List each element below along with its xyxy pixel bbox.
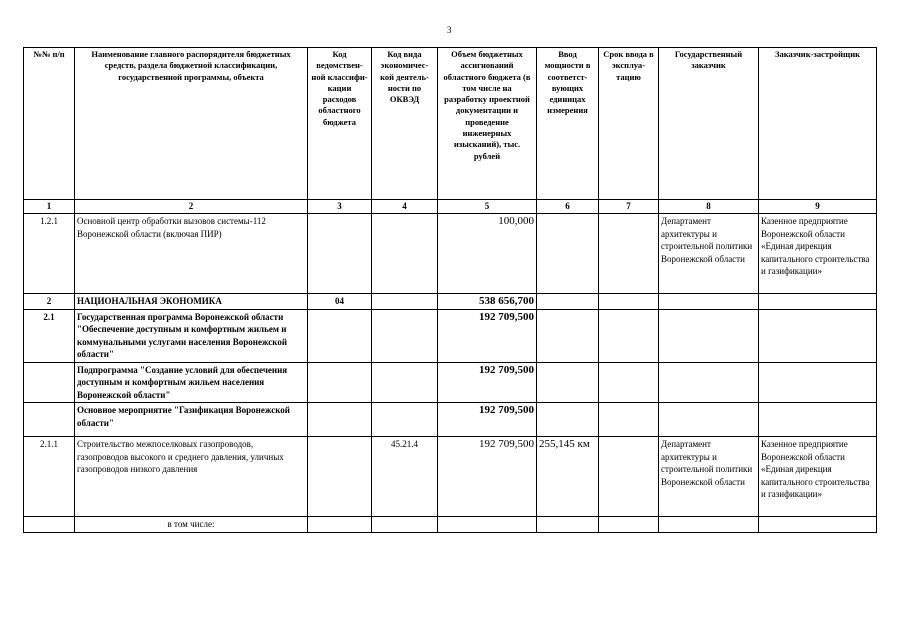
row-num xyxy=(24,362,75,403)
row-customer xyxy=(659,517,759,533)
row-capacity xyxy=(537,309,599,362)
col-number: 8 xyxy=(659,200,759,214)
header-row xyxy=(24,48,877,200)
table-row xyxy=(24,214,877,294)
header-okved: Код вида экономичес-кой деятель-ности по ОКВЭД xyxy=(372,48,438,200)
table-row xyxy=(24,294,877,310)
header-code: Код ведомствен-ной классифи-кации расходов областного бюджета xyxy=(308,48,372,200)
row-capacity xyxy=(537,403,599,437)
row-term xyxy=(599,517,659,533)
row-name: Строительство межпоселковых газопроводов, газопроводов высокого и среднего давления, уличных газопроводов низкого давления xyxy=(75,437,308,517)
row-customer: Департамент архитектуры и строительной политики Воронежской области xyxy=(659,214,759,294)
page-number: 3 xyxy=(447,25,452,35)
header-num: №№ п/п xyxy=(24,48,75,200)
header-term: Срок ввода в эксплуа-тацию xyxy=(599,48,659,200)
row-amount xyxy=(438,517,537,533)
table-row xyxy=(24,309,877,362)
row-term xyxy=(599,437,659,517)
row-amount: 192 709,500 xyxy=(438,309,537,362)
row-customer xyxy=(659,309,759,362)
col-number: 4 xyxy=(372,200,438,214)
row-okved xyxy=(372,403,438,437)
row-developer xyxy=(759,362,877,403)
row-code: 04 xyxy=(308,294,372,310)
row-okved xyxy=(372,517,438,533)
col-number: 6 xyxy=(537,200,599,214)
row-name: Основной центр обработки вызовов системы-112 Воронежской области (включая ПИР) xyxy=(75,214,308,294)
col-number: 5 xyxy=(438,200,537,214)
row-name: НАЦИОНАЛЬНАЯ ЭКОНОМИКА xyxy=(75,294,308,310)
table-row xyxy=(24,517,877,533)
row-okved: 45.21.4 xyxy=(372,437,438,517)
header-amount: Объем бюджетных ассигнований областного бюджета (в том числе на разработку проектной документации и проведение инженерных изысканий), тыс. рублей xyxy=(438,48,537,200)
row-name: в том числе: xyxy=(75,517,308,533)
row-okved xyxy=(372,362,438,403)
header-developer: Заказчик-застройщик xyxy=(759,48,877,200)
row-code xyxy=(308,362,372,403)
row-term xyxy=(599,214,659,294)
row-capacity xyxy=(537,214,599,294)
row-term xyxy=(599,362,659,403)
row-code xyxy=(308,214,372,294)
header-capacity: Ввод мощности в соответст-вующих единицах измерения xyxy=(537,48,599,200)
row-capacity: 255,145 км xyxy=(537,437,599,517)
row-okved xyxy=(372,309,438,362)
budget-table xyxy=(23,47,877,533)
row-customer xyxy=(659,294,759,310)
row-amount: 538 656,700 xyxy=(438,294,537,310)
row-code xyxy=(308,517,372,533)
table-row xyxy=(24,437,877,517)
row-name: Государственная программа Воронежской области "Обеспечение доступным и комфортным жильем и коммунальными услугами населения Воронежской области" xyxy=(75,309,308,362)
col-number: 9 xyxy=(759,200,877,214)
col-number: 3 xyxy=(308,200,372,214)
row-developer xyxy=(759,309,877,362)
row-amount: 192 709,500 xyxy=(438,362,537,403)
row-num: 2 xyxy=(24,294,75,310)
row-okved xyxy=(372,214,438,294)
row-num: 2.1 xyxy=(24,309,75,362)
row-customer: Департамент архитектуры и строительной политики Воронежской области xyxy=(659,437,759,517)
row-customer xyxy=(659,362,759,403)
row-code xyxy=(308,403,372,437)
row-num xyxy=(24,517,75,533)
col-number: 1 xyxy=(24,200,75,214)
column-numbers-row xyxy=(24,200,877,214)
row-capacity xyxy=(537,362,599,403)
row-term xyxy=(599,403,659,437)
row-developer xyxy=(759,403,877,437)
col-number: 7 xyxy=(599,200,659,214)
row-num: 1.2.1 xyxy=(24,214,75,294)
header-name: Наименование главного распорядителя бюджетных средств, раздела бюджетной классификации, государственной программы, объекта xyxy=(75,48,308,200)
row-code xyxy=(308,309,372,362)
header-customer: Государственный заказчик xyxy=(659,48,759,200)
row-name: Подпрограмма "Создание условий для обеспечения доступным и комфортным жильем населения Воронежской области" xyxy=(75,362,308,403)
row-term xyxy=(599,294,659,310)
row-developer xyxy=(759,294,877,310)
row-capacity xyxy=(537,517,599,533)
row-amount: 192 709,500 xyxy=(438,437,537,517)
row-developer: Казенное предприятие Воронежской области «Единая дирекция капитального строительства и газификации» xyxy=(759,437,877,517)
row-name: Основное мероприятие "Газификация Воронежской области" xyxy=(75,403,308,437)
row-developer: Казенное предприятие Воронежской области «Единая дирекция капитального строительства и газификации» xyxy=(759,214,877,294)
row-code xyxy=(308,437,372,517)
row-capacity xyxy=(537,294,599,310)
row-term xyxy=(599,309,659,362)
table-row xyxy=(24,362,877,403)
row-amount: 192 709,500 xyxy=(438,403,537,437)
row-amount: 100,000 xyxy=(438,214,537,294)
row-num xyxy=(24,403,75,437)
row-customer xyxy=(659,403,759,437)
row-okved xyxy=(372,294,438,310)
row-num: 2.1.1 xyxy=(24,437,75,517)
table-row xyxy=(24,403,877,437)
col-number: 2 xyxy=(75,200,308,214)
row-developer xyxy=(759,517,877,533)
